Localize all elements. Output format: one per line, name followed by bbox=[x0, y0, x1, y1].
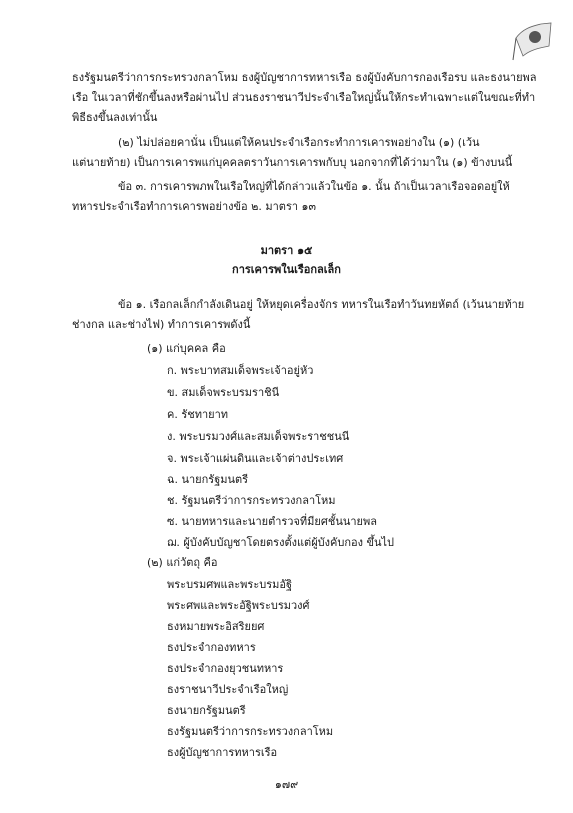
list-item: ฌ. ผู้บังคับบัญชาโดยตรงตั้งแต่ผู้บังคับกอง ขึ้นไป bbox=[167, 536, 395, 549]
list-item: ธงราชนาวีประจำเรือใหญ่ bbox=[167, 683, 289, 696]
list-item: ก. พระบาทสมเด็จพระเจ้าอยู่หัว bbox=[167, 364, 314, 377]
section-subtitle: การเคารพในเรือกลเล็ก bbox=[232, 263, 341, 276]
list-item: ธงผู้บัญชาการทหารเรือ bbox=[167, 746, 278, 759]
list-item: ธงประจำกองทหาร bbox=[167, 641, 256, 654]
list-item: พระศพและพระอัฐิพระบรมวงศ์ bbox=[167, 599, 310, 612]
list-item: ข. สมเด็จพระบรมราชินี bbox=[167, 386, 280, 399]
intro-line-1: ธงรัฐมนตรีว่าการกระทรวงกลาโหม ธงผู้บัญชาการทหารเรือ ธงผู้บังคับการกองเรือรบ และธงนายพล bbox=[72, 71, 537, 84]
list-item: ธงหมายพระอิสริยยศ bbox=[167, 620, 265, 633]
intro-line-2: เรือ ในเวลาที่ชักขึ้นลงหรือผ่านไป ส่วนธงราชนาวีประจำเรือใหญ่นั้นให้กระทำเฉพาะแต่ในขณะที่ทำ bbox=[72, 91, 536, 104]
paragraph-3-line-1: ข้อ ๓. การเคารพภพในเรือใหญ่ที่ได้กล่าวแล้วในข้อ ๑. นั้น ถ้าเป็นเวลาเรือจอดอยู่ให้ bbox=[118, 180, 510, 193]
list-item: จ. พระเจ้าแผ่นดินและเจ้าต่างประเทศ bbox=[167, 452, 344, 465]
list-item: ค. รัชทายาท bbox=[167, 408, 229, 421]
intro-line-3: พิธีธงขึ้นลงเท่านั้น bbox=[72, 111, 158, 124]
paragraph-2-line-2: แต่นายท้าย) เป็นการเคารพแก่บุคคลตราวันการเคารพกับบุ นอกจากที่ได้ว่ามาใน (๑) ข้างบนนี้ bbox=[72, 156, 513, 169]
list-2-heading: (๒) แก่วัตถุ คือ bbox=[147, 556, 218, 569]
paragraph-4-line-1: ข้อ ๑. เรือกลเล็กกำลังเดินอยู่ ให้หยุดเครื่องจักร ทหารในเรือทำวันทยหัตถ์ (เว้นนายท้าย bbox=[118, 298, 525, 311]
list-item: ซ. นายทหารและนายตำรวจที่มียศชั้นนายพล bbox=[167, 515, 377, 528]
list-item: ง. พระบรมวงศ์และสมเด็จพระราชชนนี bbox=[167, 430, 350, 443]
page-number: ๑๗๙ bbox=[274, 778, 299, 791]
paragraph-2-line-1: (๒) ไม่ปล่อยคานั่น เป็นแต่ให้คนประจำเรือกระทำการเคารพอย่างใน (๑) (เว้น bbox=[118, 136, 480, 149]
list-1-heading: (๑) แก่บุคคล คือ bbox=[147, 342, 226, 355]
navy-flag-emblem-icon bbox=[511, 16, 555, 62]
list-item: ช. รัฐมนตรีว่าการกระทรวงกลาโหม bbox=[167, 494, 336, 507]
list-item: ธงนายกรัฐมนตรี bbox=[167, 704, 246, 717]
list-item: ฉ. นายกรัฐมนตรี bbox=[167, 473, 249, 486]
list-item: พระบรมศพและพระบรมอัฐิ bbox=[167, 578, 293, 591]
paragraph-3-line-2: ทหารประจำเรือทำการเคารพอย่างข้อ ๒. มาตรา ๑๓ bbox=[72, 200, 317, 213]
list-item: ธงประจำกองยุวชนทหาร bbox=[167, 662, 284, 675]
list-item: ธงรัฐมนตรีว่าการกระทรวงกลาโหม bbox=[167, 725, 334, 738]
paragraph-4-line-2: ช่างกล และช่างไฟ) ทำการเคารพดังนี้ bbox=[72, 318, 251, 331]
section-title: มาตรา ๑๕ bbox=[260, 244, 313, 257]
